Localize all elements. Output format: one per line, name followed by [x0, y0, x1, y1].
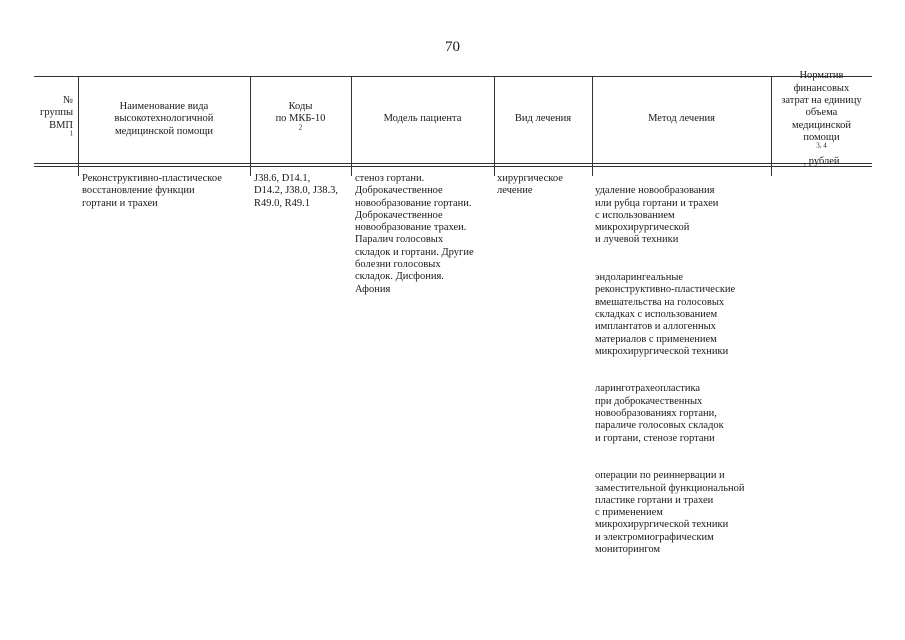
method-item: удаление новообразования или рубца гортани и трахеи с использованием микрохирургической и лучевой техники [595, 185, 719, 246]
cell-care-type-name: Реконструктивно-пластическое восстановление функции гортани и трахеи [82, 173, 222, 209]
header-group-number: № группы ВМП $^1$ [40, 94, 73, 138]
cell-icd-codes: J38.6, D14.1, D14.2, J38.0, J38.3, R49.0, R49.1 [254, 173, 339, 209]
header-icd-codes: Коды по МКБ-10 $^2$ [275, 101, 326, 132]
cell-treatment-type: хирургическое лечение [497, 173, 563, 197]
header-cost-norm: Норматив финансовых затрат на единицу объема медицинской помощи $^{3, 4}$ , рублей [781, 70, 862, 168]
header-patient-model: Модель пациента [383, 113, 462, 125]
header-treatment-type: Вид лечения [514, 113, 572, 125]
header-care-type-name: Наименование вида высокотехнологичной медицинской помощи [114, 101, 214, 137]
header-treatment-method: Метод лечения [648, 113, 715, 125]
method-item: операции по реиннервации и заместительной функциональной пластике гортани и трахеи с применением микрохирургической техники и электромиографическим мониторингом [595, 470, 745, 556]
method-item: ларинготрахеопластика при доброкачественных новообразованиях гортани, параличе голосовых складок и гортани, стенозе гортани [595, 383, 724, 444]
method-item: эндоларингеальные реконструктивно-пластические вмешательства на голосовых складках с использованием имплантатов и аллогенных материалов с применением микрохирургической техники [595, 272, 736, 357]
cell-patient-model: стеноз гортани. Доброкачественное новообразование гортани. Доброкачественное новообразование трахеи. Паралич голосовых складок и гортани. Другие болезни голосовых складок. Дисфония. Афония [355, 173, 474, 295]
header-bottom-rule [34, 163, 872, 164]
header-bottom-rule-double [34, 166, 872, 167]
page-number: 70 [445, 39, 460, 55]
cell-treatment-methods [595, 173, 771, 582]
